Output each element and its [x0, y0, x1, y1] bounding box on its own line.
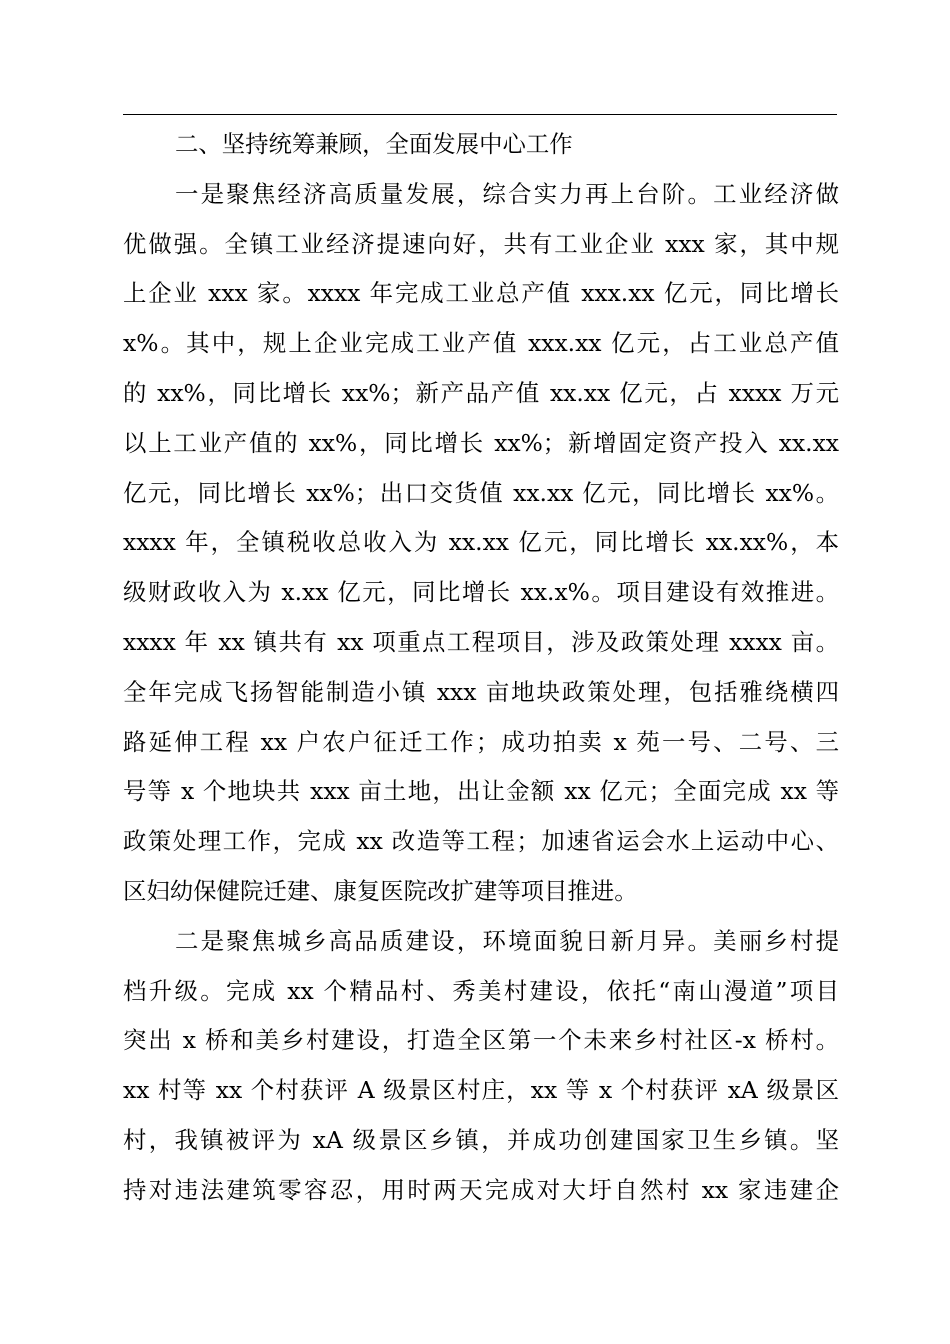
paragraph-line: 一是聚焦经济高质量发展，综合实力再上台阶。工业经济做: [175, 179, 839, 208]
paragraph-line: 突出 x 桥和美乡村建设，打造全区第一个未来乡村社区-x 桥村。: [123, 1026, 839, 1055]
paragraph-line: 政策处理工作，完成 xx 改造等工程；加速省运会水上运动中心、: [123, 827, 839, 856]
paragraph-line: 村，我镇被评为 xA 级景区乡镇，并成功创建国家卫生乡镇。坚: [123, 1125, 839, 1154]
paragraph-line: 区妇幼保健院迁建、康复医院改扩建等项目推进。: [123, 876, 638, 905]
paragraph-line: 的 xx%，同比增长 xx%；新产品产值 xx.xx 亿元，占 xxxx 万元: [123, 378, 839, 407]
paragraph-line: 档升级。完成 xx 个精品村、秀美村建设，依托“南山漫道”项目: [123, 976, 839, 1005]
paragraph-line: xxxx 年，全镇税收总收入为 xx.xx 亿元，同比增长 xx.xx%，本: [123, 528, 839, 557]
paragraph-line: x%。其中，规上企业完成工业产值 xxx.xx 亿元，占工业总产值: [123, 329, 839, 358]
paragraph-line: 上企业 xxx 家。xxxx 年完成工业总产值 xxx.xx 亿元，同比增长: [123, 279, 839, 308]
paragraph-line: 亿元，同比增长 xx%；出口交货值 xx.xx 亿元，同比增长 xx%。: [123, 478, 839, 507]
paragraph-line: 优做强。全镇工业经济提速向好，共有工业企业 xxx 家，其中规: [123, 229, 839, 258]
section-heading: 二、坚持统筹兼顾，全面发展中心工作: [175, 130, 573, 158]
paragraph-line: 路延伸工程 xx 户农户征迁工作；成功拍卖 x 苑一号、二号、三: [123, 727, 839, 756]
body-text: [123, 120, 839, 1216]
paragraph-line: 持对违法建筑零容忍，用时两天完成对大圩自然村 xx 家违建企: [123, 1175, 839, 1204]
paragraph-line: 全年完成飞扬智能制造小镇 xxx 亩地块政策处理，包括雅绕横四: [123, 677, 839, 706]
paragraph-line: 二是聚焦城乡高品质建设，环境面貌日新月异。美丽乡村提: [175, 926, 839, 955]
paragraph-line: xxxx 年 xx 镇共有 xx 项重点工程项目，涉及政策处理 xxxx 亩。: [123, 627, 839, 656]
paragraph-line: 级财政收入为 x.xx 亿元，同比增长 xx.x%。项目建设有效推进。: [123, 578, 839, 607]
header-rule: [123, 114, 837, 115]
paragraph-line: 以上工业产值的 xx%，同比增长 xx%；新增固定资产投入 xx.xx: [123, 428, 839, 457]
paragraph-line: 号等 x 个地块共 xxx 亩土地，出让金额 xx 亿元；全面完成 xx 等: [123, 777, 839, 806]
paragraph-line: xx 村等 xx 个村获评 A 级景区村庄，xx 等 x 个村获评 xA 级景区: [123, 1076, 839, 1105]
